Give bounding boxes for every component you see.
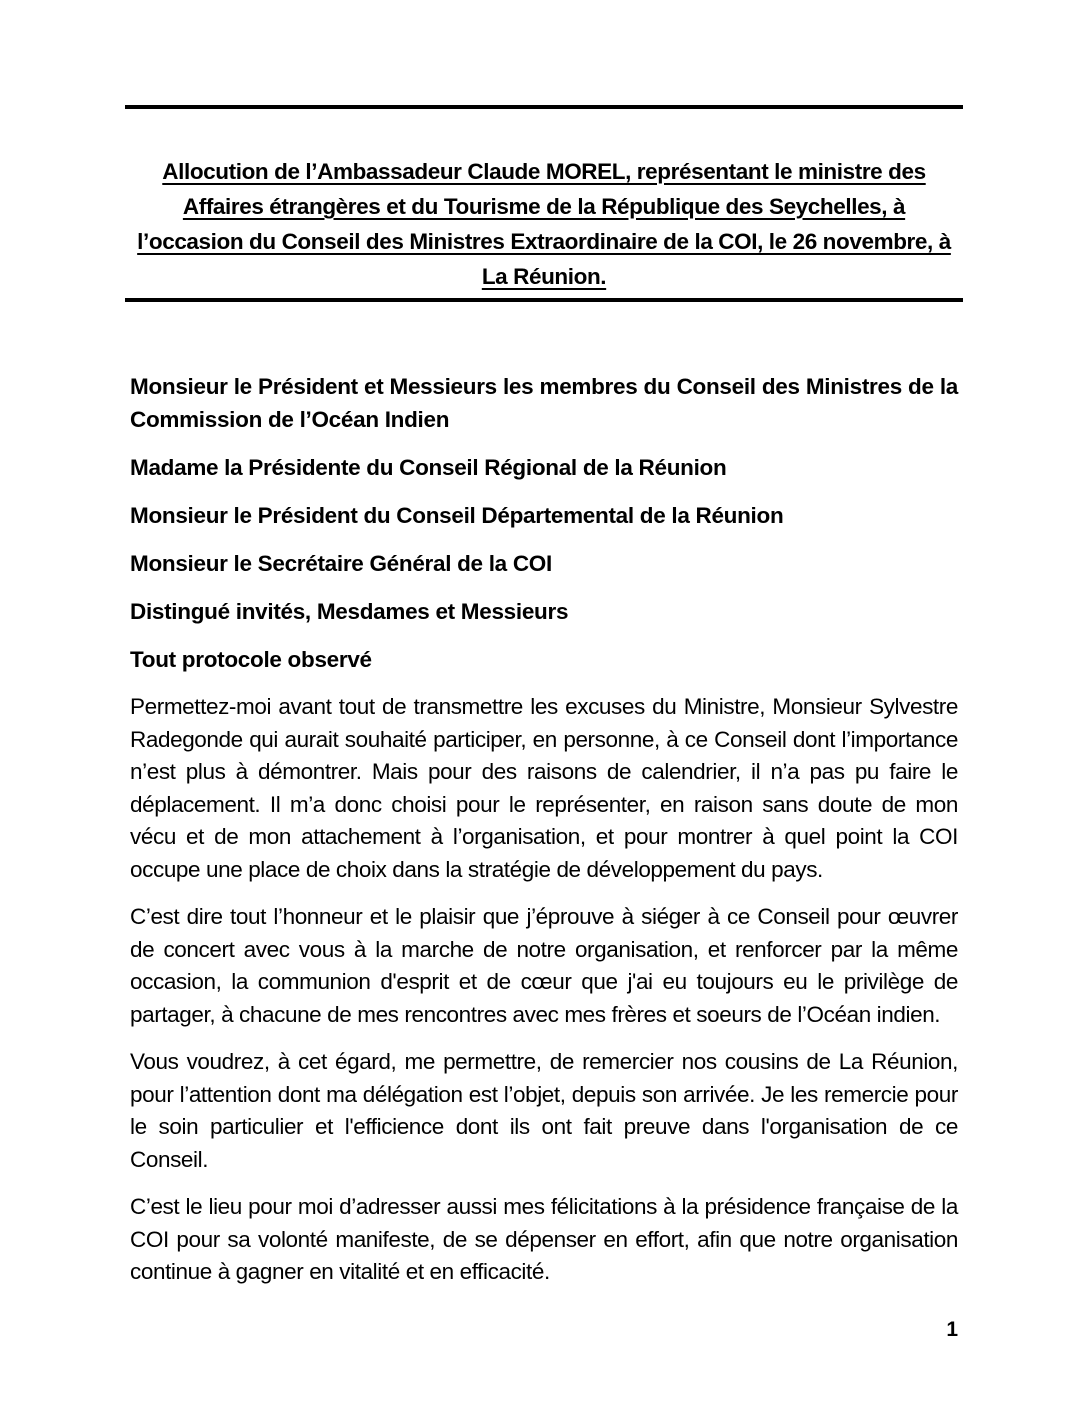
- body-paragraph: C’est dire tout l’honneur et le plaisir que j’éprouve à siéger à ce Conseil pour œuvrer de concert avec vous à la marche de notre organisation, et renforcer par la même occasion, la communion d'esprit et de cœur que j'ai eu toujours eu le privilège de partager, à chacune de mes rencontres avec mes frères et soeurs de l’Océan indien.: [130, 904, 958, 1027]
- salutation-line: Monsieur le Président du Conseil Départemental de la Réunion: [130, 503, 784, 528]
- horizontal-rule-bottom: [125, 298, 963, 302]
- salutation-line: Tout protocole observé: [130, 647, 372, 672]
- salutation-line: Distingué invités, Mesdames et Messieurs: [130, 599, 569, 624]
- salutation-line: Madame la Présidente du Conseil Régional de la Réunion: [130, 455, 727, 480]
- body-paragraph: C’est le lieu pour moi d’adresser aussi mes félicitations à la présidence française de la COI pour sa volonté manifeste, de se dépenser en effort, afin que notre organisation continue à gagner en vitalité et en efficacité.: [130, 1194, 958, 1284]
- document-title: Allocution de l’Ambassadeur Claude MOREL, représentant le ministre des Affaires étrangères et du Tourisme de la République des Seychelles, à l’occasion du Conseil des Ministres Extraordinaire de la COI, le 26 novembre, à La Réunion.: [137, 159, 951, 289]
- document-body: [130, 370, 958, 1304]
- page-number: 1: [946, 1318, 958, 1341]
- horizontal-rule-top: [125, 105, 963, 109]
- salutation-line: Monsieur le Secrétaire Général de la COI: [130, 551, 552, 576]
- body-paragraph: Vous voudrez, à cet égard, me permettre, de remercier nos cousins de La Réunion, pour l’attention dont ma délégation est l’objet, depuis son arrivée. Je les remercie pour le soin particulier et l'efficience dont ils ont fait preuve dans l'organisation de ce Conseil.: [130, 1049, 958, 1172]
- salutation-line: Monsieur le Président et Messieurs les membres du Conseil des Ministres de la Commission de l’Océan Indien: [130, 374, 958, 432]
- body-paragraph: Permettez-moi avant tout de transmettre les excuses du Ministre, Monsieur Sylvestre Radegonde qui aurait souhaité participer, en personne, à ce Conseil dont l’importance n’est plus à démontrer. Mais pour des raisons de calendrier, il n’a pas pu faire le déplacement. Il m’a donc choisi pour le représenter, en raison sans doute de mon vécu et de mon attachement à l’organisation, et pour montrer à quel point la COI occupe une place de choix dans la stratégie de développement du pays.: [130, 694, 958, 882]
